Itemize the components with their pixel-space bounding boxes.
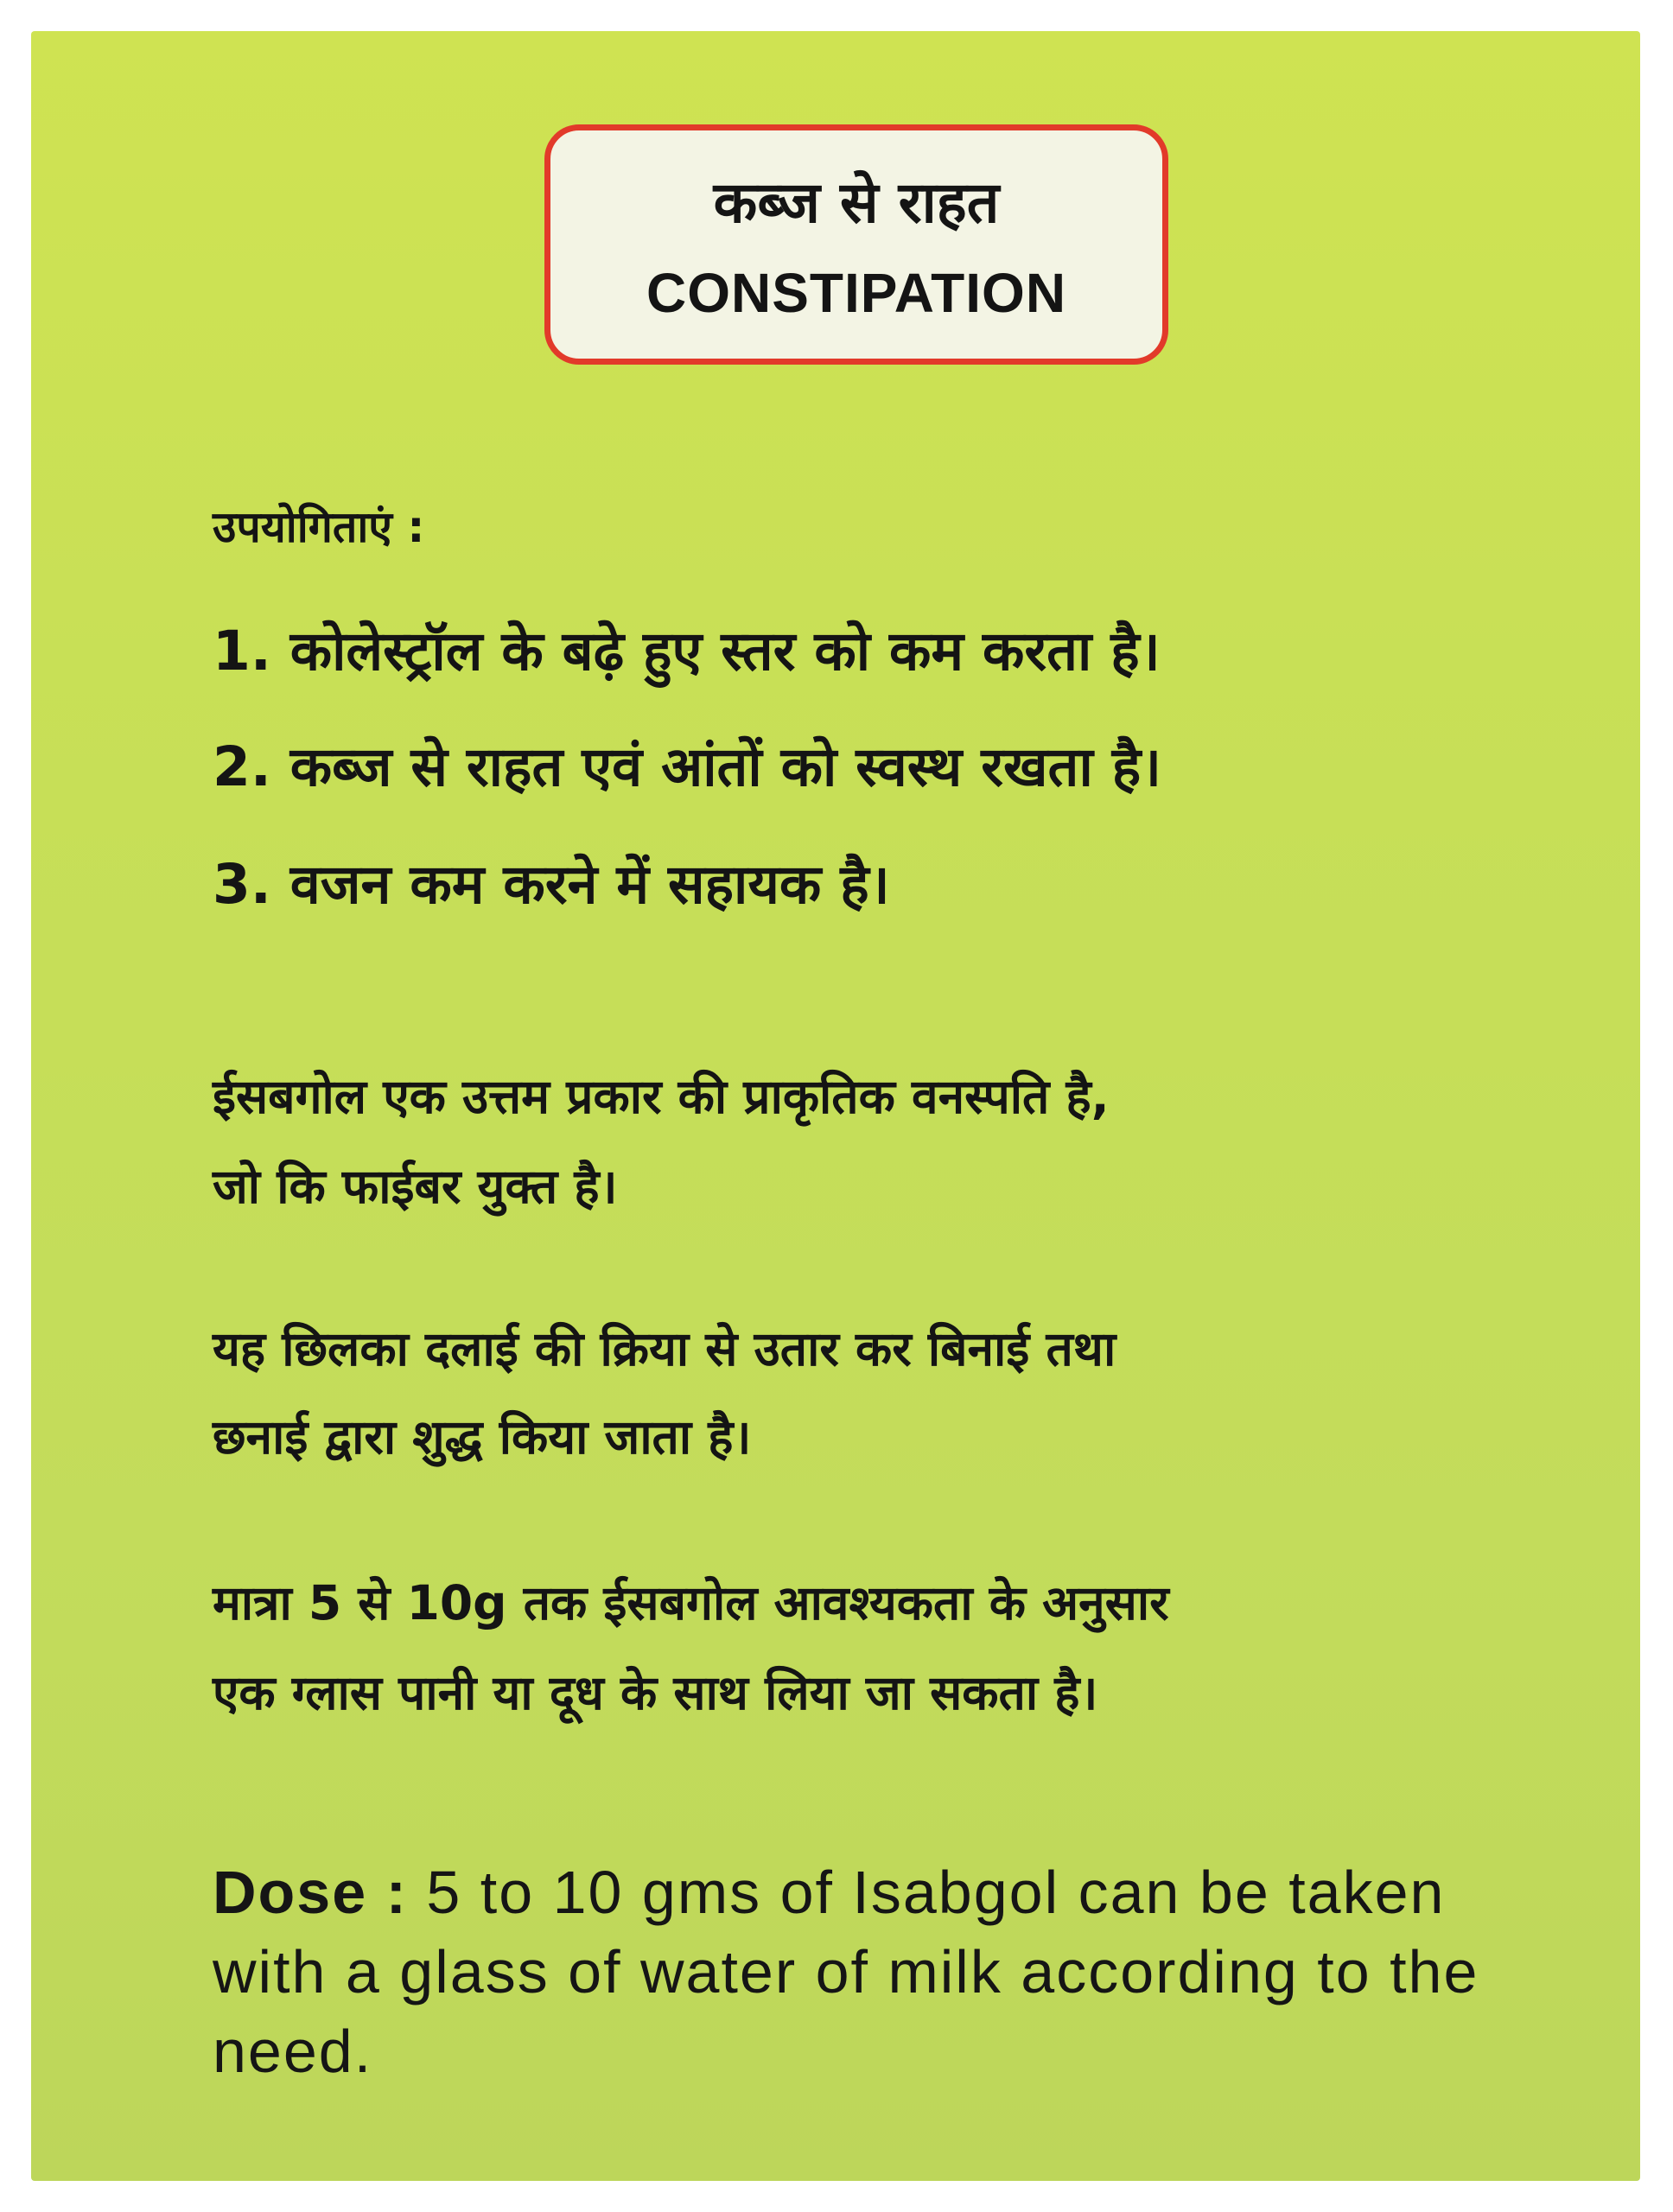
paragraph-2-line-1: यह छिलका दलाई की क्रिया से उतार कर बिनाई तथा <box>213 1321 1116 1376</box>
paragraph-2-line-2: छनाई द्वारा शुद्ध किया जाता है। <box>213 1409 752 1465</box>
dose-description: 5 to 10 gms of Isabgol can be taken with a glass of water of milk according to the need. <box>213 1859 1479 2085</box>
uses-heading: उपयोगिताएं : <box>213 502 425 552</box>
title-english: CONSTIPATION <box>646 262 1067 324</box>
title-box <box>544 124 1168 365</box>
paragraph-3-line-2: एक ग्लास पानी या दूध के साथ लिया जा सकता है। <box>213 1665 1098 1720</box>
use-item-2: 2. कब्ज से राहत एवं आंतों को स्वस्थ रखता है। <box>213 735 1162 798</box>
paragraph-1-line-2: जो कि फाईबर युक्त है। <box>213 1159 618 1214</box>
paragraph-3-line-1: मात्रा 5 से 10g तक ईसबगोल आवश्यकता के अनुसार <box>213 1575 1169 1630</box>
use-item-1: 1. कोलेस्ट्रॉल के बढ़े हुए स्तर को कम करता है। <box>213 620 1161 683</box>
dose-label: Dose : <box>213 1859 408 1926</box>
dose-text <box>213 1853 1509 2091</box>
paragraph-1-line-1: ईसबगोल एक उत्तम प्रकार की प्राकृतिक वनस्पति है, <box>213 1069 1110 1124</box>
use-item-3: 3. वजन कम करने में सहायक है। <box>213 853 890 916</box>
product-label-panel <box>31 31 1640 2181</box>
title-hindi: कब्ज से राहत <box>713 169 1000 236</box>
